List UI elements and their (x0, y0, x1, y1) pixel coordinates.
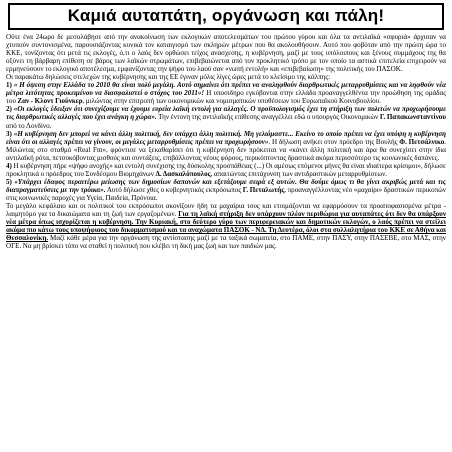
text-run: . Μιλώντας στο σταθμό «Real Fm», φρόντισε να ξεκαθαρίσει ότι η κυβέρνηση δεν πρόκειται να «κάνει άλλη πολιτική και άρα θα συνεχίσει στην ίδια αντιλαϊκή ρότα, πετσοκόβοντας μισθούς και συντάξεις, επιβάλλοντας νέους φόρους, περικόπτοντας δραστικά ακόμα περισσότερο τις κοινωνικές δαπάνες. (6, 137, 446, 162)
paragraph-statements-lead (6, 73, 446, 81)
text-run: Η υποσιδηρο εγκύβονται στην ελλάδα προαναγγελθέντα την προώθηση της ομάδας του (6, 89, 446, 106)
text-run: , προαναγγέλλοντας νέο «μαχαίρι» δραστικών περικοπών στις κοινωνικές παροχές για Υγεία, Παιδεία, Πρόνοια. (6, 185, 446, 202)
text-run: Μαζί κάθε μέρα για την οργάνωση της αντίστασης μαζί με τα ταξικά σωματεία, στο ΠΑΜΕ, στην ΠΑΣΥ, στην ΠΑΣΕΒΕ, στο ΜΑΣ, στην ΟΓΕ. Να μη βρίσκει τόπο να σταθεί η πολιτική που κλέβει τη δική μας ζωή και των παιδιών μας. (6, 234, 446, 251)
text-run: Ούτε ένα 24ωρο δε μεσολάβησε από την ανακοίνωση των εκλογικών αποτελεσμάτων του πρώτου γύρου και όλα τα αντιλαϊκά «σφυριά» άρχισαν να χτυπούν συντονισμένα, παρουσιάζοντας κυνικά τον καταιγισμό των σκληρών μέτρων που θα ακολουθήσουν. Αυτό που φοβόταν από την πρώτη ώρα το ΚΚΕ, τονίζοντας ότι μετά τις εκλογές, ό,τι ο λαός δεν ορθώσει τείχος ανασχεσης, η κυβέρνηση, μαζί με τους υπόλοιπους και ξένους συμμάχους της θα οξύνει τη βάρβαρη επίθεση σε βάρος των λαϊκών στρωμάτων, επιβεβαιώνεται από τον προκλητικό τρόπο με τον οποίο τα αστικά επιτελεία επιχειρούν να ερμηνεύσουν το εκλογικό αποτέλεσμα, εμφανίζοντας την ψήφο του λαού σαν «νωπή εντολή» και «επιβεβαίωση» της πολιτικής του ΠΑΣΟΚ. (6, 33, 446, 74)
text-run: 2) (6, 105, 14, 114)
text-run: Φ. Πετσάλνικο (399, 137, 445, 146)
text-run: 3) (6, 129, 14, 138)
text-run: Για τη λαϊκή στήριξη δεν υπάρχουν πλέον περιθώρια για αυταπάτες ότι δεν θα υπάρξουν νέα μέτρα όπως ισχυρίζεται η κυβέρνηση. Την Κυριακή, στο δεύτερο γύρο των περιφερειακών και δημοτικών εκλογών, ο λαός πρέπει να στείλει ακόμα πιο κάτω τους υποψήφιους του δικομματισμού και τα αναχώματα ΠΑΣΟΚ - ΝΔ. Τη Δευτέρα, όλοι στα συλλαλητήρια του ΚΚΕ σε Αθήνα και Θεσσαλονίκη. (6, 210, 446, 243)
text-run: Γ. Πεταλωτής (242, 185, 285, 194)
text-run: «Οι εκλογές έδειξαν ότι συνεχίζουμε να έχουμε ευρεία λαϊκή εντολή για αλλαγές. Ο προϋπολογισμός έχει τη στήριξη των πολιτών να προχωρήσουμε τις διαρθρωτικές αλλαγές που έχει ανάγκη η χώρα». (6, 105, 446, 122)
text-run: Γ. Παπακωνσταντίνου (379, 113, 446, 122)
text-run: Η κυβέρνηση πήρε «ψήφο ανοχής» και εντολή συνέχισης της δύσκολης προσπάθειας (...) Οι αμέσως επόμενοι μήνες θα είναι ιδιαίτερα κρίσιμοι», δήλωσε προκλητικά ο πρόεδρος του Συνδέσμου Βιομηχάνων (6, 161, 447, 178)
headline-box (8, 3, 444, 30)
text-run: , απαιτώντας επιτάχυνση των αντιδραστικών μεταρρυθμίσεων. (210, 169, 388, 178)
text-run: Ζαν - Κλοντ Γιούνκερ (17, 97, 83, 106)
paragraph-statement-1 (6, 81, 446, 105)
text-run: Το μεγάλο κεφάλαιο και οι πολιτικοί του εκπρόσωποι ακονίζουν ήδη τα μαχαίρια τους και ετοιμάζονται να εφαρμόσουν τα προαποφασισμένα μέτρα - λαιμητόμο για τα δικαιώματα και τη ζωή των εργαζομένων. (6, 201, 446, 219)
paragraph-statement-5 (6, 178, 446, 202)
paragraph-conclusion (6, 202, 446, 250)
text-run: Δ. Δασκαλόπουλος (155, 169, 211, 178)
paragraph-statement-3 (6, 130, 446, 162)
text-run: « Η όψεση στην Ελλάδα το 2010 θα είναι πολύ μεγάλη. Αυτό σημαίνει ότι πρέπει να αναληφθούν διαρθρωτικές μεταρρυθμίσεις και να ληφθούν νέα μέτρα λιτότητας προκειμένου να διασφαλιστεί ο στόχος του 2011»! (6, 81, 447, 98)
text-run: Οι παρακάτω δηλώσεις στελεχών της κυβέρνησης και της ΕΕ έγιναν μόλις λίγες ώρες μετά το κλείσιμο της κάλπης: (6, 73, 331, 82)
text-run: από το Λονδίνο. (6, 121, 52, 130)
text-run: «Η κυβέρνηση δεν μπορεί να κάνει άλλη πολιτική, δεν υπάρχει άλλη πολιτική. Μη γελιόμαστε... Εκείνο το οποίο πρέπει να έχει υπόψη η κυβέρνηση είναι ότι οι αλλαγές πρέπει να γίνουν, οι μεγάλες μεταρρυθμίσεις πρέπει να προχωρήσουν» (6, 129, 446, 146)
article-body (6, 33, 446, 250)
text-run: . Η δήλωση ανήκει στον πρόεδρο της Βουλής (268, 137, 400, 146)
paragraph-intro (6, 33, 446, 73)
text-run: Την έντονη της αντιλαϊκής επίθεσης αναγγέλλει εδώ ο υπουργός Οικονομικών (156, 113, 380, 122)
text-run: «Υπάρχει έδαφος περαιτέρω μείωσης των δημοσίων δαπανών και εξετάζουμε σειρά εξ αυτών. Θα δούμε όμως τι θα γίνει ακριβώς μετά και τις διαπραγματεύσεις με την τρόικα». (6, 177, 446, 194)
text-run: 5) (6, 177, 15, 186)
headline: Καμιά αυταπάτη, οργάνωση και πάλη! (67, 6, 385, 25)
text-run: Αυτό δήλωσε χθες ο κυβερνητικός εκπρόσωπος (105, 185, 243, 194)
paragraph-statement-2 (6, 105, 446, 129)
text-run: 4) (6, 161, 14, 170)
paragraph-statement-4 (6, 162, 446, 178)
text-run: 1) (6, 81, 14, 90)
text-run: , μιλώντας στην επιτροπή των οικονομικών και νομισματικών υποθέσεων του Ευρωπαϊκού Κοινοβουλίου. (82, 97, 381, 106)
